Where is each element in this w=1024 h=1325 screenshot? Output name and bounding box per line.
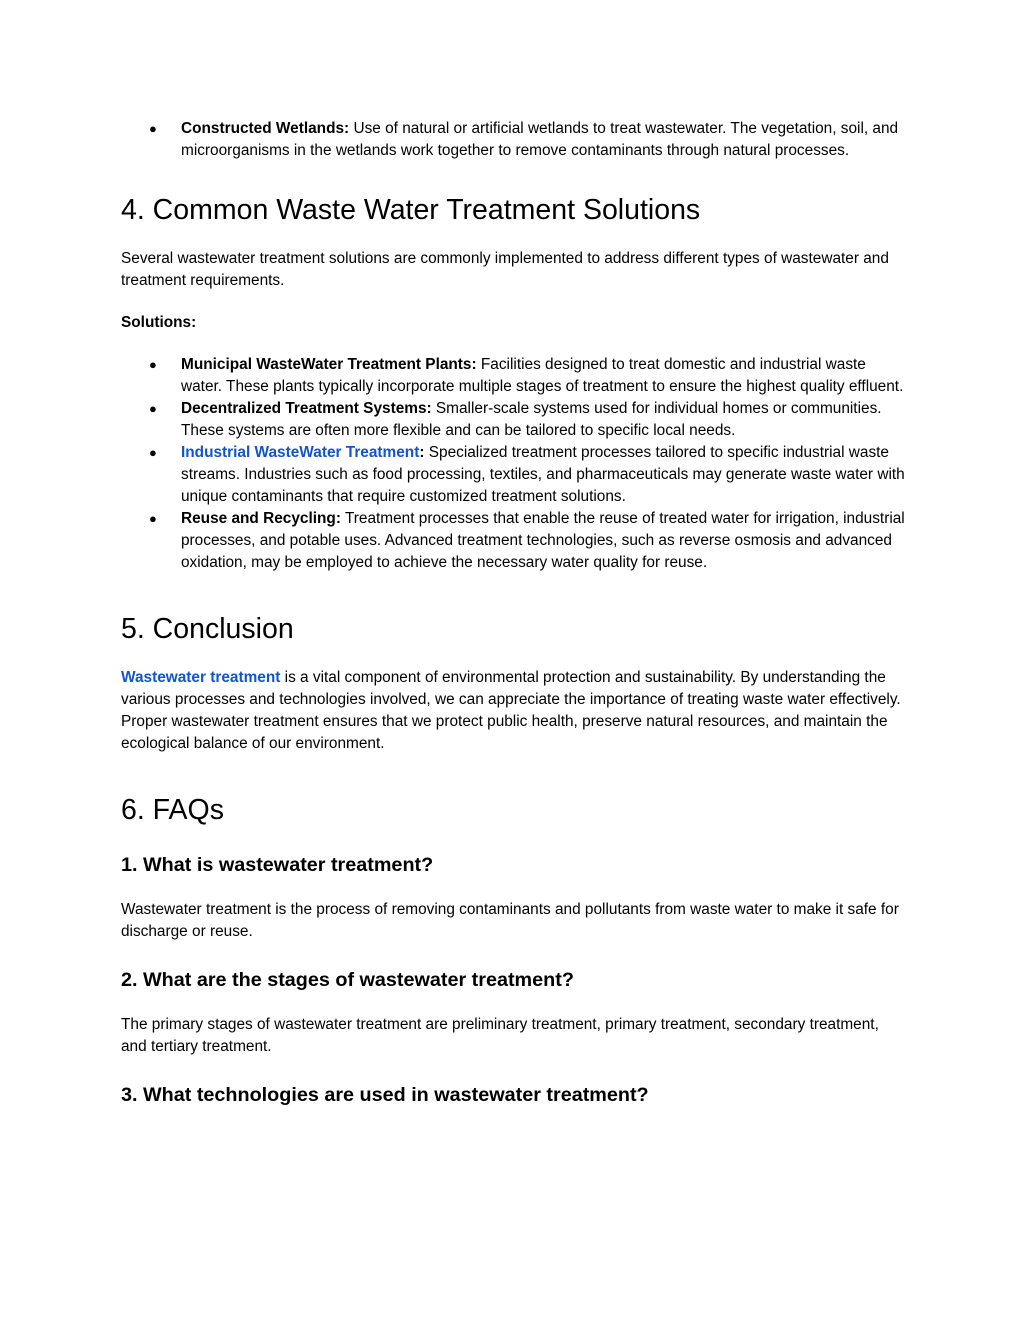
list-item-text: Use of natural or artificial wetlands to treat wastewater. The vegetation, soil, and microorganisms in the wetlands work together to remove contaminants through natural processes.: [181, 120, 899, 159]
list-item-constructed-wetlands: [121, 118, 906, 162]
bullet-icon: ●: [149, 121, 157, 136]
section-6-heading: 6. FAQs: [121, 794, 224, 826]
conclusion-text: is a vital component of environmental protection and sustainability. By understanding the various processes and technologies involved, we can appreciate the importance of treating waste water effectively. Proper wastewater treatment ensures that we protect public health, preserve natural resources, and maintain the ecological balance of our environment.: [121, 669, 901, 752]
list-item-colon: :: [419, 444, 425, 461]
section-4-heading: 4. Common Waste Water Treatment Solutions: [121, 194, 701, 226]
bullet-icon: ●: [149, 401, 157, 416]
wastewater-treatment-link[interactable]: Wastewater treatment: [121, 669, 281, 686]
document-page: [121, 118, 906, 1108]
section-5-heading: 5. Conclusion: [121, 613, 294, 645]
solutions-list: [121, 354, 906, 574]
list-item-industrial-treatment: [121, 442, 906, 508]
section-4-intro: Several wastewater treatment solutions are commonly implemented to address different types of wastewater and treatment requirements.: [121, 250, 889, 289]
faq-question-2: 2. What are the stages of wastewater treatment?: [121, 969, 574, 991]
bullet-icon: ●: [149, 445, 157, 460]
list-item-term: Reuse and Recycling:: [181, 510, 341, 527]
industrial-wastewater-treatment-link[interactable]: Industrial WasteWater Treatment: [181, 444, 420, 461]
list-item-term: Decentralized Treatment Systems:: [181, 400, 432, 417]
list-item-term: Constructed Wetlands:: [181, 120, 350, 137]
faq-question-3: 3. What technologies are used in wastewater treatment?: [121, 1084, 649, 1106]
list-item-text: Smaller-scale systems used for individual homes or communities. These systems are often more flexible and can be tailored to specific local needs.: [181, 400, 882, 439]
faq-question-1: 1. What is wastewater treatment?: [121, 854, 434, 876]
conclusion-paragraph: [121, 667, 906, 755]
faq-answer-1: Wastewater treatment is the process of removing contaminants and pollutants from waste water to make it safe for discharge or reuse.: [121, 901, 899, 940]
list-item-text: Facilities designed to treat domestic and industrial waste water. These plants typically incorporate multiple stages of treatment to ensure the highest quality effluent.: [181, 356, 904, 395]
solutions-label: Solutions:: [121, 314, 197, 331]
bullet-icon: ●: [149, 511, 157, 526]
faq-answer-2: The primary stages of wastewater treatment are preliminary treatment, primary treatment, secondary treatment, and tertiary treatment.: [121, 1016, 879, 1055]
wetlands-list: [121, 118, 906, 162]
list-item-municipal-plants: [121, 354, 906, 398]
list-item-text: Treatment processes that enable the reuse of treated water for irrigation, industrial processes, and potable uses. Advanced treatment technologies, such as reverse osmosis and advanced oxidation, may be employed to achieve the necessary water quality for reuse.: [181, 510, 905, 571]
bullet-icon: ●: [149, 357, 157, 372]
list-item-term: Municipal WasteWater Treatment Plants:: [181, 356, 477, 373]
list-item-decentralized-systems: [121, 398, 906, 442]
list-item-text: Specialized treatment processes tailored to specific industrial waste streams. Industries such as food processing, textiles, and pharmaceuticals may generate waste water with unique contaminants that require customized treatment solutions.: [181, 444, 905, 505]
list-item-reuse-recycling: [121, 508, 906, 574]
